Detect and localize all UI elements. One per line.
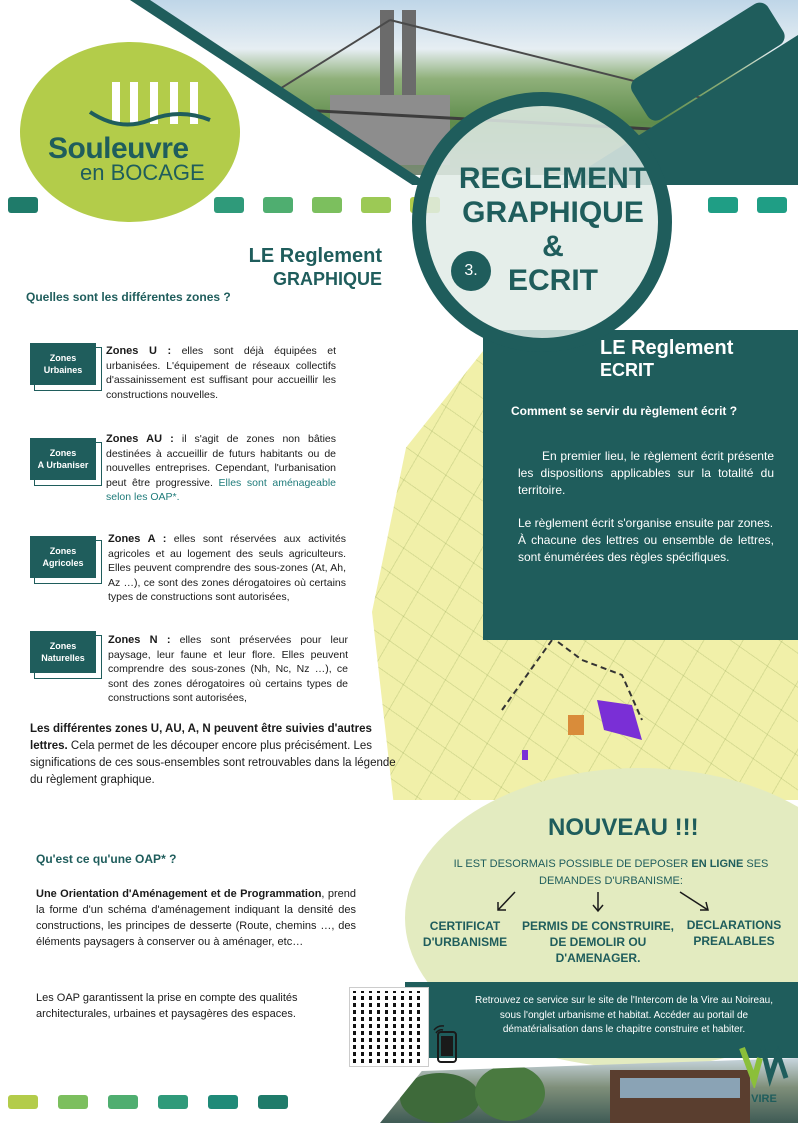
lens-title-line: REGLEMENT bbox=[458, 162, 648, 195]
dash bbox=[58, 1095, 88, 1109]
summary-rest: Cela permet de les découper encore plus précisément. Les significations de ces sous-ensembles sont retrouvables dans la légende du règlement graphique. bbox=[30, 740, 396, 786]
dash bbox=[258, 1095, 288, 1109]
ecrit-question: Comment se servir du règlement écrit ? bbox=[511, 404, 738, 418]
zone-desc: il s'agit de zones non bâties destinées à accueillir de futurs habitants ou de nouvelles entreprises. Cependant, l'urbanisation peut être progressive. bbox=[106, 433, 336, 489]
zone-desc: elles sont préservées pour leur paysage, leur faune et leur flore. Elles peuvent comprendre des sous-zones (Nh, Nc, Nz …), ce sont des zones dérogatoires où certains types de constructions sont autorisées, bbox=[108, 634, 348, 704]
title-line2: ECRIT bbox=[600, 360, 654, 380]
zone-term: Zones AU : bbox=[106, 433, 174, 445]
zone-box-label: Zones bbox=[49, 353, 77, 363]
zone-box-label: A Urbaniser bbox=[37, 460, 89, 470]
zone-box-label: Agricoles bbox=[42, 558, 84, 568]
vire-logo-text: VIRE bbox=[751, 1093, 777, 1105]
lens-title-line: GRAPHIQUE bbox=[462, 196, 644, 229]
zone-u-text bbox=[106, 344, 336, 402]
oap-guarantee: Les OAP garantissent la prise en compte des qualités architecturales, urbaines et paysagères des espaces. bbox=[36, 992, 298, 1020]
zone-a-text bbox=[108, 532, 346, 605]
dash bbox=[757, 197, 787, 213]
lens-title-line: ECRIT bbox=[508, 264, 598, 297]
zone-au-note: Elles sont aménageable selon les OAP*. bbox=[106, 476, 336, 503]
dash bbox=[263, 197, 293, 213]
vire-logo-mark bbox=[736, 1038, 792, 1088]
zone-box-label: Zones bbox=[49, 546, 77, 556]
arrow-icons bbox=[440, 890, 740, 916]
zone-box-label: Zones bbox=[49, 641, 77, 651]
lens-title-line: & bbox=[542, 230, 564, 263]
zone-box-a-urbaniser bbox=[30, 438, 96, 480]
zone-desc: elles sont déjà équipées et urbanisées. L'équipement de réseaux collectifs d'assainissement est suffisant pour accueillir les constructions nouvelles. bbox=[106, 345, 336, 401]
dash bbox=[158, 1095, 188, 1109]
zones-summary bbox=[30, 721, 398, 789]
summary-bold: Les différentes zones U, AU, A, N peuvent être suivies d'autres lettres. bbox=[30, 723, 372, 752]
zone-term: Zones A : bbox=[108, 533, 167, 545]
oap-bold: Une Orientation d'Aménagement et de Programmation bbox=[36, 888, 322, 900]
nouveau-sub-bold: EN LIGNE bbox=[691, 858, 744, 870]
logo-line2: en BOCAGE bbox=[80, 160, 205, 185]
service-certificat: CERTIFICAT D'URBANISME bbox=[422, 919, 508, 949]
nouveau-subtitle bbox=[436, 856, 786, 890]
zone-box-label: Urbaines bbox=[43, 365, 83, 375]
ecrit-para: En premier lieu, le règlement écrit présente les dispositions applicables sur la totalité du territoire. bbox=[518, 449, 774, 497]
zone-box-urbaines bbox=[30, 343, 96, 385]
ecrit-para: À chacune des lettres ou ensemble de lettres, sont énumérées des règles spécifiques. bbox=[518, 533, 774, 564]
title-line1: LE Reglement bbox=[248, 245, 382, 267]
title-reglement-ecrit bbox=[600, 336, 733, 380]
zone-au-text bbox=[106, 432, 336, 505]
dash bbox=[8, 197, 38, 213]
zone-box-label: Naturelles bbox=[41, 653, 85, 663]
zone-box-agricoles bbox=[30, 536, 96, 578]
service-permis: PERMIS DE CONSTRUIRE, DE DEMOLIR OU D'AMENAGER. bbox=[521, 919, 674, 965]
nouveau-sub-pre: IL EST DESORMAIS POSSIBLE DE DEPOSER bbox=[453, 858, 692, 870]
vire-au-noireau-logo bbox=[736, 1038, 792, 1108]
dash bbox=[361, 197, 391, 213]
dash bbox=[708, 197, 738, 213]
ecrit-explanation bbox=[518, 448, 774, 582]
zone-n-text bbox=[108, 633, 348, 706]
zone-term: Zones U : bbox=[106, 345, 172, 357]
nouveau-sub-post: SES DEMANDES D'URBANISME: bbox=[539, 858, 769, 887]
dash bbox=[312, 197, 342, 213]
zone-desc: elles sont réservées aux activités agricoles et au logement des seuls agriculteurs. Elles peuvent comprendre des sous-zones (At, Ah, Az …), ce sont des zones dérogatoires où certains types de constructions sont autorisées, bbox=[108, 533, 346, 603]
zone-term: Zones N : bbox=[108, 634, 171, 646]
qr-code[interactable] bbox=[350, 988, 428, 1066]
nouveau-title: NOUVEAU !!! bbox=[548, 814, 699, 841]
info-text: Retrouvez ce service sur le site de l'Intercom de la Vire au Noireau, sous l'onglet urbanisme et habitat. Accéder au portail de dématérialisation dans le chapitre construire et habiter. bbox=[475, 995, 773, 1035]
dash bbox=[214, 197, 244, 213]
title-line1: LE Reglement bbox=[600, 337, 734, 359]
dash bbox=[208, 1095, 238, 1109]
zones-question: Quelles sont les différentes zones ? bbox=[26, 290, 231, 304]
title-reglement-graphique bbox=[190, 244, 382, 290]
dash bbox=[108, 1095, 138, 1109]
zone-box-naturelles bbox=[30, 631, 96, 673]
oap-desc: , prend la forme d'un schéma d'aménagement indiquant la densité des constructions, les principes de desserte (Route, chemins …, des éléments paysagers à conserver ou à aménager, etc… bbox=[36, 888, 356, 948]
section-number-badge: 3. bbox=[451, 251, 491, 291]
dash bbox=[8, 1095, 38, 1109]
service-declarations: DECLARATIONS PREALABLES bbox=[686, 918, 782, 948]
title-line2: GRAPHIQUE bbox=[272, 269, 382, 289]
zone-box-label: Zones bbox=[49, 448, 77, 458]
oap-question: Qu'est ce qu'une OAP* ? bbox=[36, 852, 177, 866]
oap-definition bbox=[36, 886, 356, 950]
ecrit-para: Le règlement écrit s'organise ensuite par zones. bbox=[518, 516, 774, 530]
logo-line1: Souleuvre bbox=[48, 132, 189, 165]
smartphone-icon bbox=[432, 1024, 462, 1064]
